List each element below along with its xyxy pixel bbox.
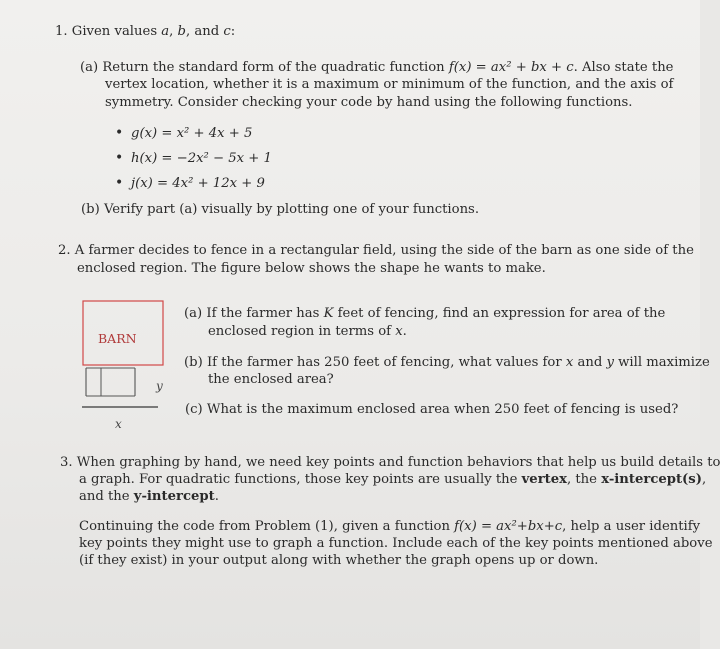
p2b-line1-pre: If the farmer has 250 feet of fencing, what values for	[206, 355, 566, 370]
p2a-line1-post: feet of fencing, find an expression for area of the	[333, 306, 666, 321]
function-g	[131, 126, 252, 142]
function-g-lhs: g(x)	[131, 126, 158, 141]
p2a-line1-pre: If the farmer has	[206, 306, 324, 321]
problem-2-line-2: enclosed region. The figure below shows the shape he wants to make.	[77, 261, 546, 276]
colon: :	[230, 24, 236, 39]
problem-2a-line-1	[184, 306, 665, 322]
vertex-term: vertex	[521, 472, 567, 487]
p3-comma-1: , the	[567, 472, 602, 487]
problem-1-number: 1.	[55, 24, 68, 39]
problem-1a-line-3: symmetry. Consider checking your code by hand using the following functions.	[105, 95, 633, 110]
function-h-rhs: = −2x² − 5x + 1	[157, 151, 272, 166]
problem-2-line-1	[58, 243, 694, 259]
function-h-lhs: h(x)	[131, 151, 158, 166]
problem-3-line-2	[79, 472, 706, 488]
p1a-x: (x)	[453, 60, 472, 75]
problem-2b-line-2: the enclosed area?	[208, 372, 334, 387]
function-g-rhs: = x² + 4x + 5	[157, 126, 253, 141]
y-intercept-term: y-intercept	[133, 489, 215, 504]
problem-3-para-2-line-1	[79, 519, 700, 535]
p1a-fn: f	[448, 60, 454, 75]
part-label-1a: (a)	[80, 60, 99, 75]
part-label-2b: (b)	[184, 355, 203, 370]
part-label-1b: (b)	[81, 202, 100, 217]
barn-label: BARN	[98, 331, 137, 346]
p3p2-fn: f(x) = ax²+bx+c	[454, 519, 563, 534]
problem-1a-line-2: vertex location, whether it is a maximum or minimum of the function, and the axis of	[105, 77, 674, 92]
problem-1b-text: Verify part (a) visually by plotting one of your functions.	[103, 202, 480, 217]
p2b-mid: and	[573, 355, 607, 370]
var-b: b	[177, 24, 186, 39]
p1a-eq: = ax² + bx + c	[471, 60, 574, 75]
p2a-line2-pre: enclosed region in terms of	[208, 324, 396, 339]
x-dimension-label: x	[115, 417, 122, 431]
p2b-line1-post: will maximize	[613, 355, 710, 370]
p2a-x: x	[395, 324, 403, 339]
sep-2: , and	[186, 24, 224, 39]
p2a-k: K	[323, 306, 334, 321]
p3p2-line1-pre: Continuing the code from Problem (1), given a function	[79, 519, 455, 534]
part-label-2c: (c)	[185, 402, 203, 417]
p3-line3-post: .	[214, 489, 219, 504]
function-j-lhs: j(x)	[131, 176, 153, 191]
sep-1: ,	[169, 24, 178, 39]
problem-3-line-1	[60, 455, 720, 471]
problem-3-line-2-text: a graph. For quadratic functions, those key points are usually the	[79, 472, 522, 487]
p3p2-line1-post: , help a user identify	[562, 519, 701, 534]
y-dimension-label: y	[156, 379, 163, 393]
p1a-line1-post: . Also state the	[573, 60, 674, 75]
part-label-2a: (a)	[184, 306, 203, 321]
problem-2a-line-2	[208, 324, 407, 340]
p3-line3-pre: and the	[79, 489, 134, 504]
problem-3-number: 3.	[60, 455, 73, 470]
barn-diagram	[78, 298, 188, 438]
problem-3-line-1-text: When graphing by hand, we need key points and function behaviors that help us build details to	[76, 455, 720, 470]
p3-comma-2: ,	[701, 472, 707, 487]
barn-figure	[78, 298, 188, 438]
problem-3-para-2-line-2: key points they might use to graph a function. Include each of the key points mentioned above	[79, 536, 713, 551]
p2b-x: x	[565, 355, 574, 370]
problem-2c	[185, 402, 678, 418]
problem-1b	[81, 202, 479, 218]
problem-2-line-1-text: A farmer decides to fence in a rectangular field, using the side of the barn as one side of the	[74, 243, 694, 258]
bullet-icon: •	[115, 150, 124, 166]
var-a: a	[161, 24, 170, 39]
problem-2-number: 2.	[58, 243, 71, 258]
function-j	[131, 176, 265, 192]
function-j-rhs: = 4x² + 12x + 9	[152, 176, 265, 191]
problem-1-intro	[55, 24, 235, 40]
problem-3-para-2-line-3: (if they exist) in your output along with whether the graph opens up or down.	[79, 553, 599, 568]
problem-2c-text: What is the maximum enclosed area when 250 feet of fencing is used?	[206, 402, 679, 417]
problem-3-line-3	[79, 489, 219, 505]
p2b-y: y	[606, 355, 614, 370]
problem-2b-line-1	[184, 355, 710, 371]
problem-1a-line-1	[80, 60, 674, 76]
x-intercept-term: x-intercept(s)	[601, 472, 702, 487]
var-c: c	[223, 24, 231, 39]
bullet-icon: •	[115, 125, 124, 141]
p1a-line1-pre: Return the standard form of the quadratic function	[102, 60, 449, 75]
function-h	[131, 151, 272, 167]
p2a-line2-post: .	[402, 324, 407, 339]
problem-1-intro-text: Given values	[71, 24, 162, 39]
bullet-icon: •	[115, 175, 124, 191]
